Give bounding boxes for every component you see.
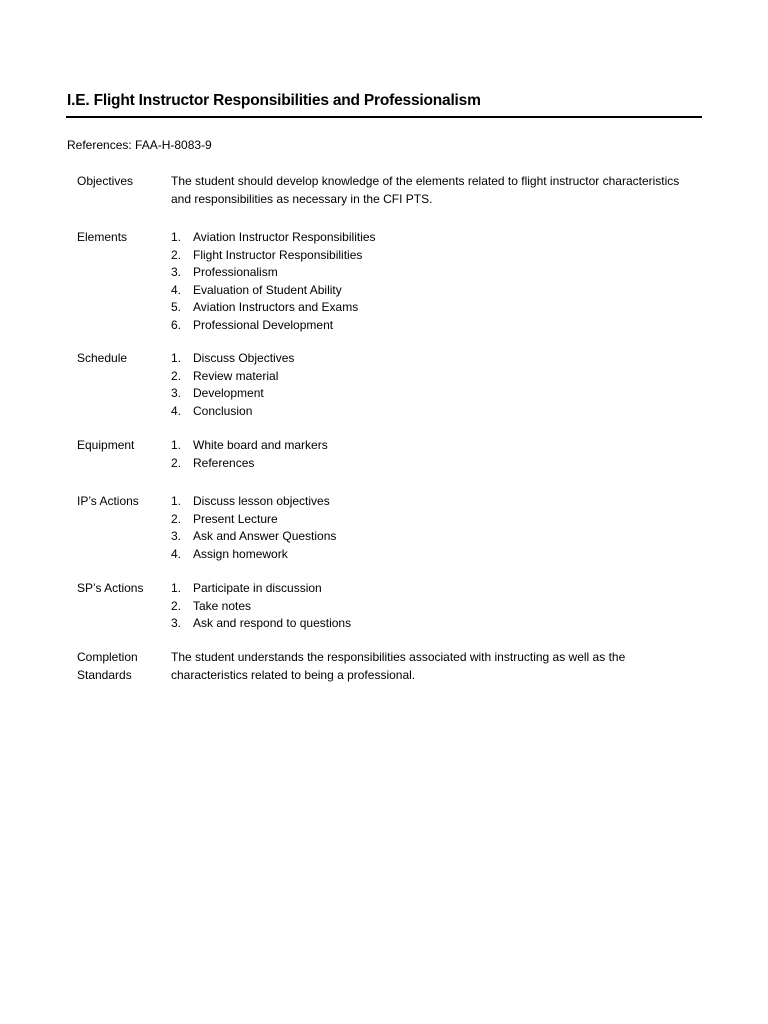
schedule-label: Schedule xyxy=(77,351,128,365)
page-title: I.E. Flight Instructor Responsibilities and Professionalism xyxy=(67,92,481,109)
list-number: 3. xyxy=(171,616,182,630)
list-item xyxy=(171,282,691,300)
elements-content xyxy=(171,229,691,334)
ip-actions-content xyxy=(171,493,691,563)
sp-actions-content xyxy=(171,580,691,633)
equipment-content xyxy=(171,437,691,472)
list-item xyxy=(171,229,691,247)
equipment-label: Equipment xyxy=(77,438,135,452)
list-item xyxy=(171,317,691,335)
list-number: 1. xyxy=(171,581,182,595)
completion-label-line1: Completion xyxy=(77,650,138,664)
list-number: 2. xyxy=(171,247,182,262)
list-item xyxy=(171,615,691,633)
list-text: Aviation Instructor Responsibilities xyxy=(193,230,376,244)
list-number: 4. xyxy=(171,282,182,297)
list-number: 6. xyxy=(171,317,182,332)
list-item xyxy=(171,580,691,598)
list-text: Review material xyxy=(193,368,279,383)
list-text: Discuss Objectives xyxy=(193,351,295,365)
list-text: Evaluation of Student Ability xyxy=(193,282,342,297)
completion-text: The student understands the responsibilities associated with instructing as well as the characteristics related to being a professional. xyxy=(171,650,626,682)
list-item xyxy=(171,455,691,473)
title-rule xyxy=(66,116,702,118)
objectives-text: The student should develop knowledge of the elements related to flight instructor characteristics and responsibilities as necessary in the CFI PTS. xyxy=(171,174,680,206)
sp-actions-list xyxy=(171,580,691,633)
list-number: 4. xyxy=(171,403,182,418)
list-number: 4. xyxy=(171,546,182,561)
list-text: Flight Instructor Responsibilities xyxy=(193,247,363,262)
list-number: 3. xyxy=(171,265,182,279)
list-item xyxy=(171,493,691,511)
list-number: 2. xyxy=(171,455,182,470)
list-text: Assign homework xyxy=(193,546,288,561)
objectives-label: Objectives xyxy=(77,174,134,188)
schedule-list xyxy=(171,350,691,420)
list-item xyxy=(171,403,691,421)
list-number: 1. xyxy=(171,494,182,508)
list-text: Discuss lesson objectives xyxy=(193,494,330,508)
list-text: Ask and respond to questions xyxy=(193,616,352,630)
list-number: 1. xyxy=(171,351,182,365)
schedule-content xyxy=(171,350,691,420)
list-item xyxy=(171,368,691,386)
list-number: 3. xyxy=(171,386,182,400)
references-line: References: FAA-H-8083-9 xyxy=(67,138,212,152)
list-item xyxy=(171,350,691,368)
completion-label-line2: Standards xyxy=(77,667,132,682)
list-item xyxy=(171,511,691,529)
completion-content xyxy=(171,649,691,684)
elements-list xyxy=(171,229,691,334)
equipment-list xyxy=(171,437,691,472)
list-item xyxy=(171,598,691,616)
list-item xyxy=(171,264,691,282)
list-item xyxy=(171,247,691,265)
list-number: 1. xyxy=(171,438,182,452)
list-text: Development xyxy=(193,386,264,400)
list-item xyxy=(171,546,691,564)
list-text: Conclusion xyxy=(193,403,253,418)
ip-actions-label: IP’s Actions xyxy=(77,494,139,508)
completion-label xyxy=(77,649,167,684)
list-number: 1. xyxy=(171,230,182,244)
list-text: Present Lecture xyxy=(193,511,278,526)
elements-label: Elements xyxy=(77,230,128,244)
list-number: 3. xyxy=(171,529,182,543)
objectives-content xyxy=(171,173,691,208)
list-text: References xyxy=(193,455,255,470)
list-text: Participate in discussion xyxy=(193,581,322,595)
list-text: Professionalism xyxy=(193,265,278,279)
list-text: Aviation Instructors and Exams xyxy=(193,300,359,314)
ip-actions-list xyxy=(171,493,691,563)
list-number: 2. xyxy=(171,368,182,383)
list-number: 2. xyxy=(171,598,182,613)
list-item xyxy=(171,437,691,455)
list-item xyxy=(171,299,691,317)
list-item xyxy=(171,528,691,546)
list-text: Professional Development xyxy=(193,317,334,332)
list-item xyxy=(171,385,691,403)
list-text: Ask and Answer Questions xyxy=(193,529,337,543)
list-text: Take notes xyxy=(193,598,252,613)
list-text: White board and markers xyxy=(193,438,328,452)
sp-actions-label: SP’s Actions xyxy=(77,581,144,595)
list-number: 2. xyxy=(171,511,182,526)
list-number: 5. xyxy=(171,300,182,314)
